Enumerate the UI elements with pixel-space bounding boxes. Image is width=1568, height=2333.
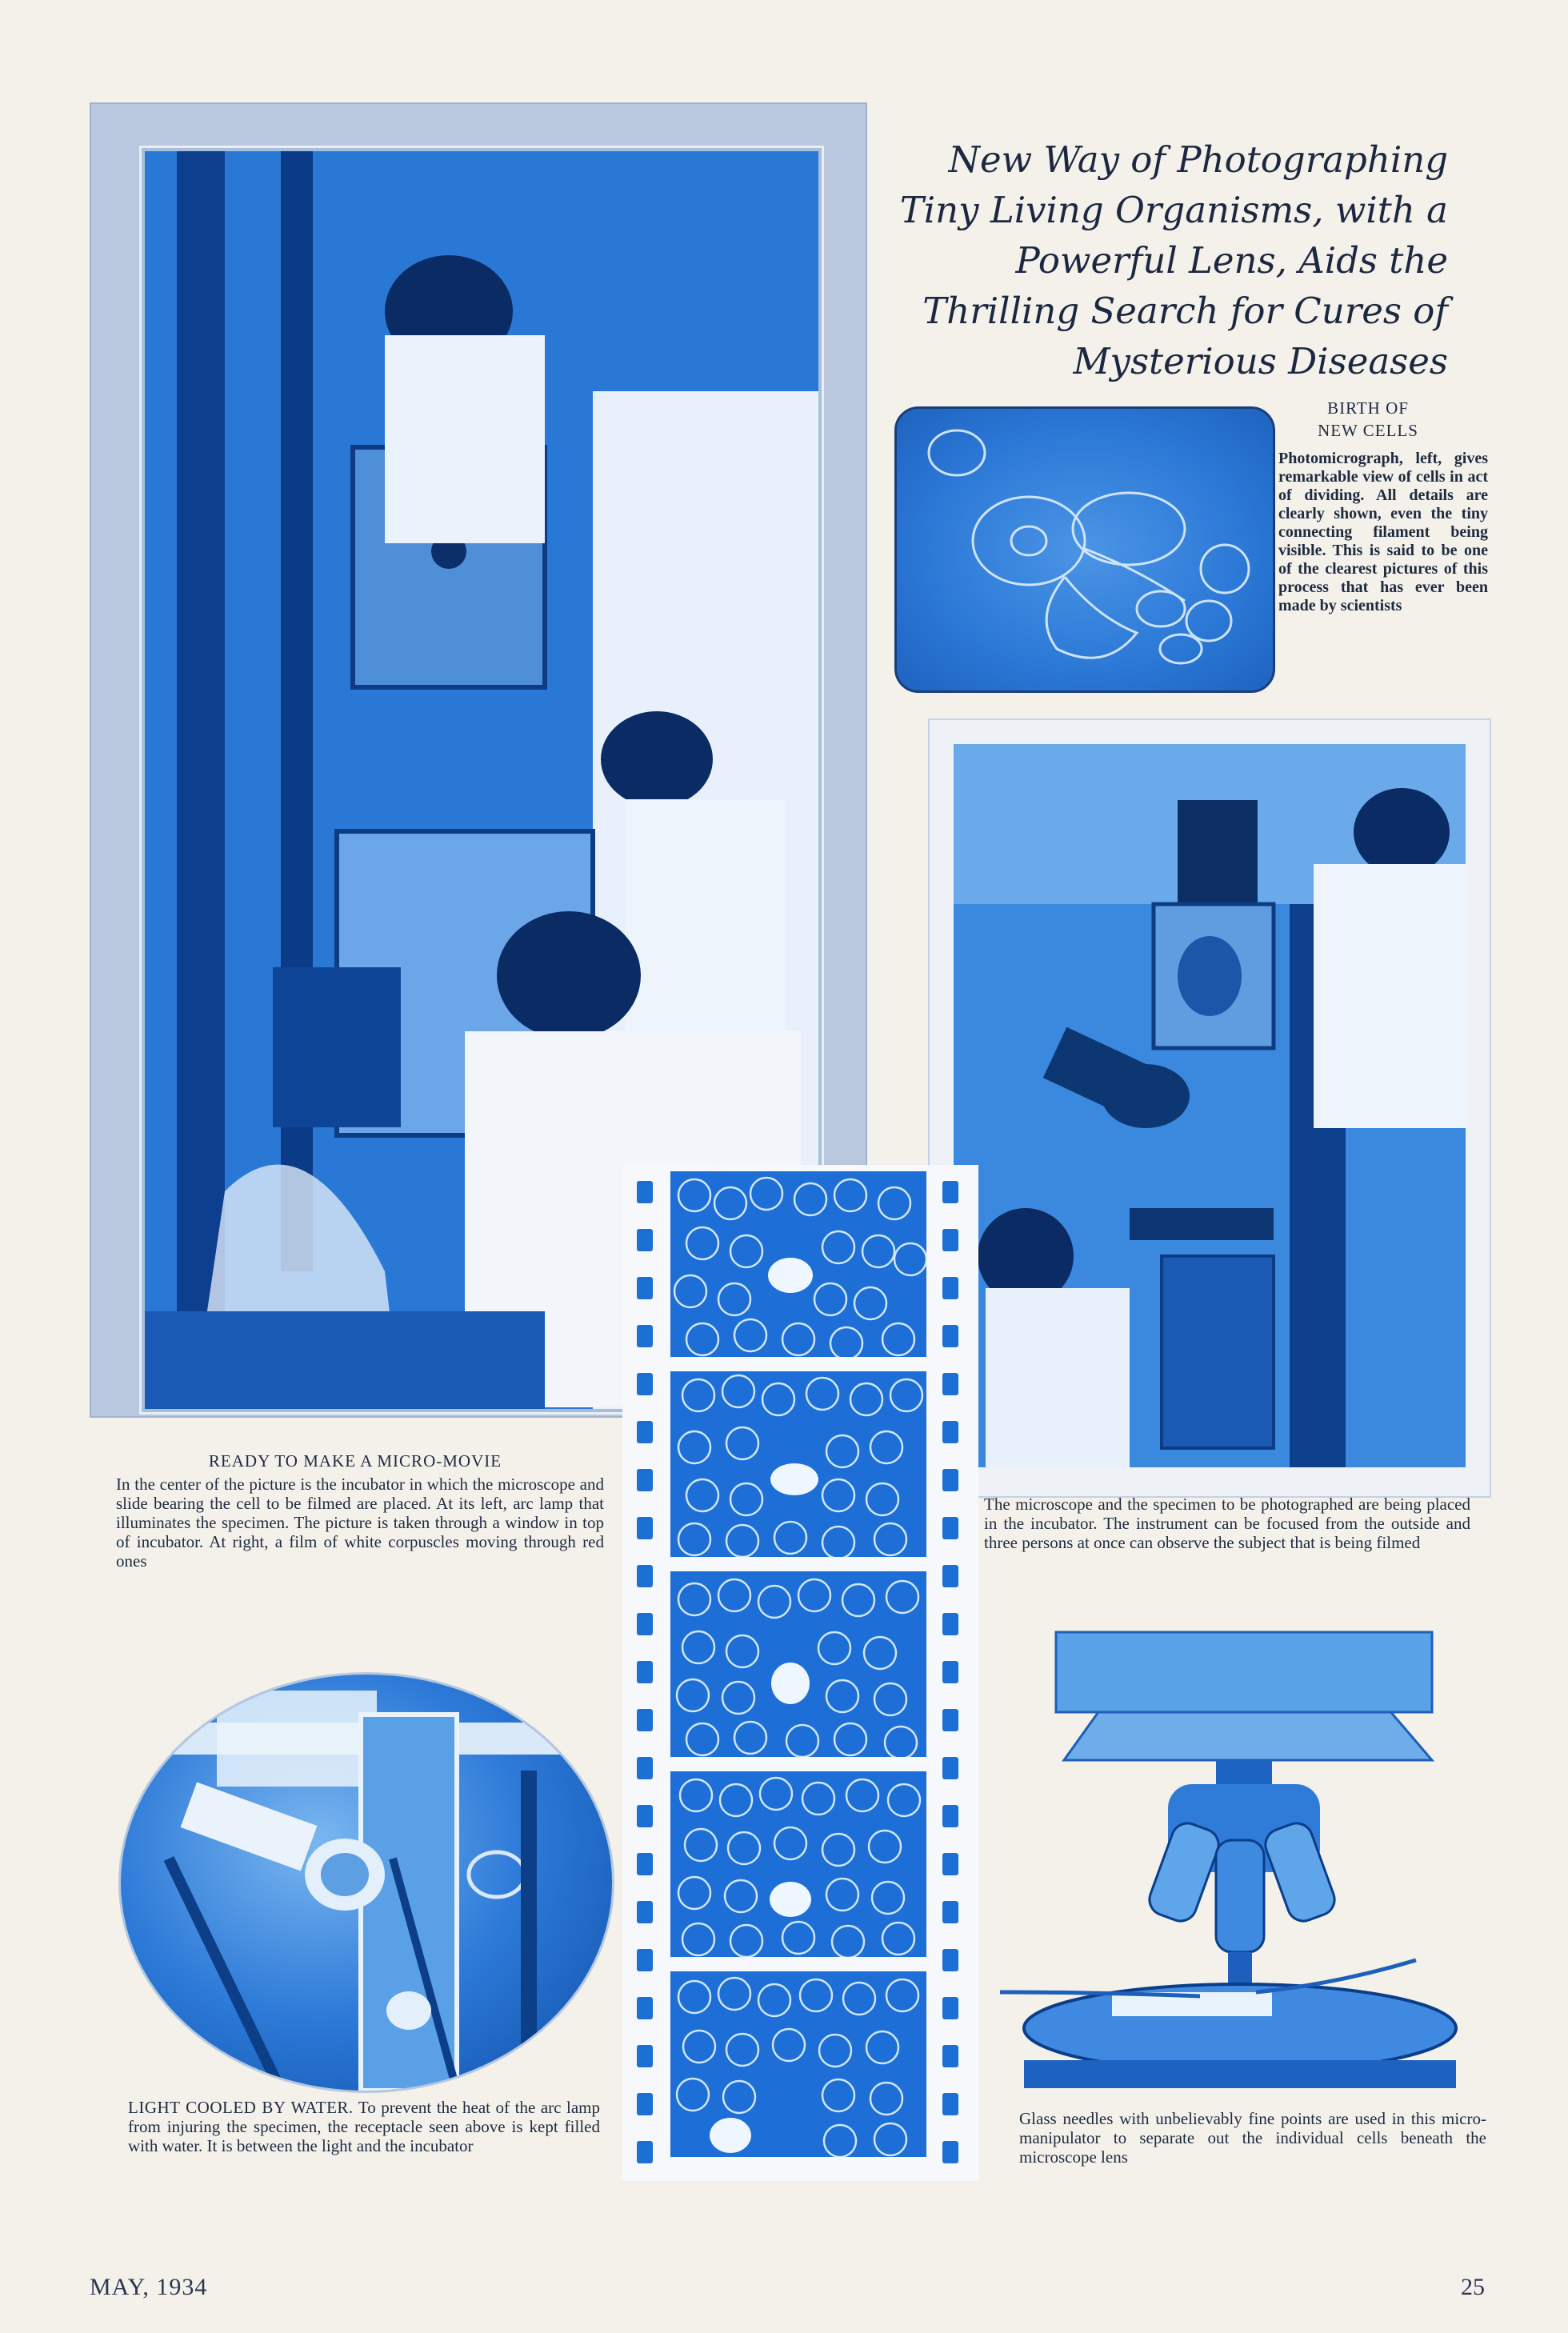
article-title: New Way of Photographing Tiny Living Organisms, with a Powerful Lens, Aids the Thrilling Search for Cures of Mysterious Diseases xyxy=(899,138,1448,382)
film-sprocket xyxy=(942,1229,958,1251)
birth-heading-line2: NEW CELLS xyxy=(1318,421,1418,440)
film-sprocket xyxy=(637,1277,653,1299)
film-frame-5 xyxy=(670,1971,926,2157)
film-sprocket xyxy=(637,1661,653,1683)
cell-division-photomicrograph xyxy=(894,406,1275,693)
film-sprocket xyxy=(637,1373,653,1395)
film-frame-1 xyxy=(670,1171,926,1357)
page-number: 25 xyxy=(1461,2274,1485,2300)
light-cooled-text: To prevent the heat of the arc lamp from injuring the specimen, the receptacle seen above is kept filled with water. It is between the light and the incubator xyxy=(128,2098,600,2155)
light-cooled-caption xyxy=(128,2098,600,2155)
corpuscles-frame-1 xyxy=(670,1171,926,1357)
incubator-photo xyxy=(954,744,1466,1467)
corpuscles-frame-3 xyxy=(670,1571,926,1757)
film-sprocket xyxy=(942,1901,958,1923)
water-cooler-illustration xyxy=(121,1675,612,2091)
film-sprocket xyxy=(637,1517,653,1539)
micro-manipulator-illustration xyxy=(1000,1616,1480,2088)
incubator-photo-frame xyxy=(928,718,1491,1498)
water-cooler-photo xyxy=(118,1672,614,2093)
light-cooled-heading: LIGHT COOLED BY WATER. xyxy=(128,2098,354,2117)
film-sprocket xyxy=(942,2045,958,2067)
film-sprocket xyxy=(942,1709,958,1731)
film-sprocket xyxy=(637,1421,653,1443)
film-sprocket xyxy=(942,1421,958,1443)
film-sprocket xyxy=(942,1757,958,1779)
film-sprocket xyxy=(637,1181,653,1203)
film-frame-4 xyxy=(670,1771,926,1957)
film-sprocket xyxy=(637,1757,653,1779)
film-sprocket xyxy=(637,1469,653,1491)
film-sprocket xyxy=(942,1325,958,1347)
film-sprocket xyxy=(942,1373,958,1395)
film-frame-3 xyxy=(670,1571,926,1757)
film-sprocket xyxy=(637,1805,653,1827)
birth-heading-line1: BIRTH OF xyxy=(1327,398,1409,418)
microscope-caption: The microscope and the specimen to be photographed are being placed in the incubator. The instrument can be focused from the outside and three persons at once can observe the subject that is being filmed xyxy=(984,1495,1470,1552)
film-frame-2 xyxy=(670,1371,926,1557)
film-sprocket xyxy=(637,1709,653,1731)
corpuscles-frame-4 xyxy=(670,1771,926,1957)
film-sprocket xyxy=(942,1469,958,1491)
film-sprocket xyxy=(942,2093,958,2115)
corpuscles-frame-5 xyxy=(670,1971,926,2157)
cells-illustration xyxy=(897,409,1273,690)
film-sprocket xyxy=(942,1853,958,1875)
film-sprocket xyxy=(942,1565,958,1587)
film-sprocket xyxy=(942,1181,958,1203)
glass-needles-caption: Glass needles with unbelievably fine points are used in this micro-manipulator to separate out the individual cells beneath the microscope lens xyxy=(1019,2109,1486,2167)
film-sprocket xyxy=(637,1325,653,1347)
film-sprocket xyxy=(637,1853,653,1875)
film-sprocket xyxy=(637,1565,653,1587)
micro-movie-film-strip xyxy=(622,1165,978,2181)
film-sprocket xyxy=(637,2045,653,2067)
film-sprocket xyxy=(637,1949,653,1971)
corpuscles-frame-2 xyxy=(670,1371,926,1557)
film-sprocket xyxy=(637,1613,653,1635)
film-sprocket xyxy=(942,1517,958,1539)
film-sprocket xyxy=(637,2141,653,2163)
ready-caption: In the center of the picture is the incubator in which the microscope and slide bearing the cell to be filmed are placed. At its left, arc lamp that illuminates the specimen. The picture is taken through a window in top of incubator. At right, a film of white corpuscles moving through red ones xyxy=(116,1475,604,1571)
ready-heading: READY TO MAKE A MICRO-MOVIE xyxy=(208,1451,502,1471)
film-sprocket xyxy=(637,2093,653,2115)
film-sprocket xyxy=(942,1949,958,1971)
film-sprocket xyxy=(637,1229,653,1251)
birth-cells-caption: Photomicrograph, left, gives remarkable view of cells in act of dividing. All details are clearly shown, even the tiny connecting filament being visible. This is said to be one of the clearest pictures of this process that has ever been made by scientists xyxy=(1278,450,1488,614)
incubator-illustration xyxy=(954,744,1466,1467)
micro-manipulator-photo xyxy=(1000,1616,1480,2088)
issue-date: MAY, 1934 xyxy=(90,2274,208,2300)
film-sprocket xyxy=(942,1997,958,2019)
film-sprocket xyxy=(942,1661,958,1683)
film-sprocket xyxy=(942,2141,958,2163)
film-sprocket xyxy=(942,1613,958,1635)
birth-cells-heading xyxy=(1280,397,1456,442)
film-sprocket xyxy=(637,1997,653,2019)
film-sprocket xyxy=(637,1901,653,1923)
film-sprocket xyxy=(942,1805,958,1827)
film-sprocket xyxy=(942,1277,958,1299)
